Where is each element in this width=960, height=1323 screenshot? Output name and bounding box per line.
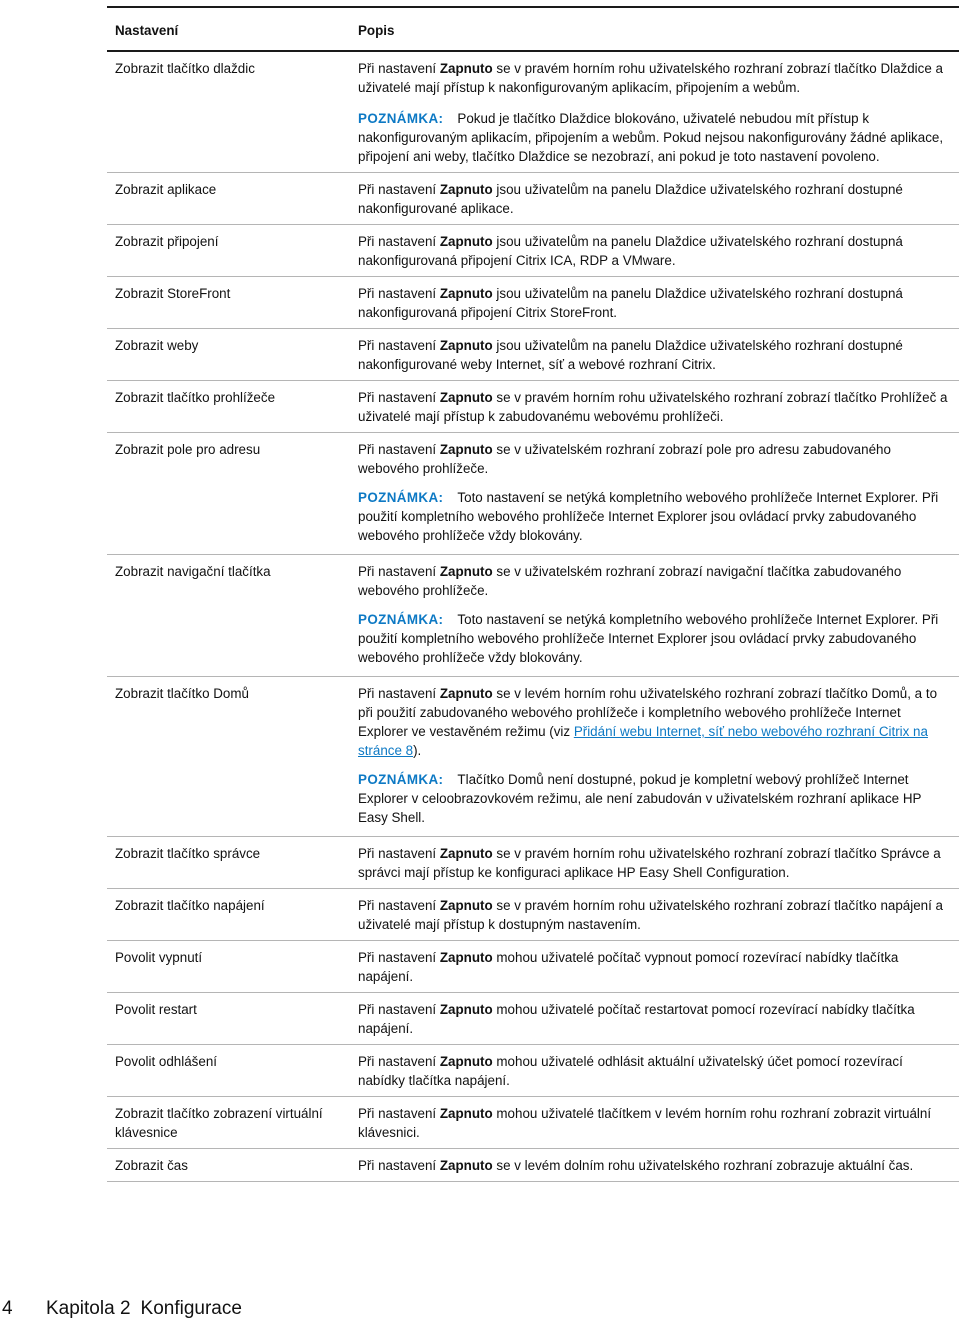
description-text: [358, 896, 951, 934]
table-row: [107, 277, 959, 329]
table-row: [107, 173, 959, 225]
setting-description: [350, 225, 959, 277]
value-emphasis: Zapnuto: [439, 234, 493, 249]
description-body: se v pravém horním rohu uživatelského rozhraní zobrazí tlačítko Správce a správci mají přístup ke konfiguraci aplikace HP Easy Shell Configuration.: [358, 846, 941, 880]
setting-description: [350, 277, 959, 329]
description-body: jsou uživatelům na panelu Dlaždice uživatelského rozhraní dostupná nakonfigurovaná připojení Citrix StoreFront.: [358, 286, 903, 320]
description-text: [358, 180, 951, 218]
description-prefix: Při nastavení: [358, 950, 440, 965]
cross-reference-link[interactable]: Přidání webu Internet, síť nebo webového rozhraní Citrix na stránce 8: [358, 724, 928, 758]
value-emphasis: Zapnuto: [439, 61, 493, 76]
setting-description: [350, 381, 959, 433]
description-prefix: Při nastavení: [358, 390, 440, 405]
description-text: [358, 1052, 951, 1090]
note-label: POZNÁMKA:: [358, 612, 444, 627]
header-description: Popis: [350, 7, 959, 51]
setting-description: [350, 329, 959, 381]
value-emphasis: Zapnuto: [439, 950, 493, 965]
description-prefix: Při nastavení: [358, 182, 440, 197]
note-cell: [350, 604, 959, 677]
setting-name: Zobrazit tlačítko správce: [107, 837, 350, 889]
chapter-title: Konfigurace: [140, 1298, 242, 1319]
description-body: se v pravém horním rohu uživatelského rozhraní zobrazí tlačítko Prohlížeč a uživatelé mají přístup k zabudovanému webovému prohlížeči.: [358, 390, 948, 424]
chapter-label: Kapitola 2: [46, 1298, 131, 1319]
description-text: [358, 562, 951, 600]
setting-name: Zobrazit tlačítko dlaždic: [107, 51, 350, 173]
value-emphasis: Zapnuto: [439, 286, 493, 301]
setting-description: [350, 433, 959, 483]
setting-name: Zobrazit připojení: [107, 225, 350, 277]
setting-description: [350, 837, 959, 889]
description-prefix: Při nastavení: [358, 1106, 440, 1121]
setting-name: Zobrazit čas: [107, 1149, 350, 1182]
value-emphasis: Zapnuto: [439, 686, 493, 701]
table-row-note: [107, 482, 959, 555]
table-row: [107, 941, 959, 993]
description-body: jsou uživatelům na panelu Dlaždice uživatelského rozhraní dostupné nakonfigurované weby Internet, síť a webové rozhraní Citrix.: [358, 338, 903, 372]
table-row: [107, 51, 959, 173]
description-body: se v pravém horním rohu uživatelského rozhraní zobrazí tlačítko Dlaždice a uživatelé mají přístup k nakonfigurovaným aplikacím, připojením a webům.: [358, 61, 943, 95]
description-text: [358, 684, 951, 760]
table-row: [107, 889, 959, 941]
setting-name: Zobrazit tlačítko zobrazení virtuální klávesnice: [107, 1097, 350, 1149]
description-body: jsou uživatelům na panelu Dlaždice uživatelského rozhraní dostupné nakonfigurované aplikace.: [358, 182, 903, 216]
description-suffix: ).: [413, 743, 422, 758]
note-text: [358, 109, 951, 166]
table-row-note: [107, 764, 959, 837]
setting-name: Zobrazit tlačítko napájení: [107, 889, 350, 941]
setting-name: Zobrazit weby: [107, 329, 350, 381]
value-emphasis: Zapnuto: [439, 1002, 493, 1017]
description-prefix: Při nastavení: [358, 686, 440, 701]
description-prefix: Při nastavení: [358, 898, 440, 913]
description-body: mohou uživatelé tlačítkem v levém horním rohu rozhraní zobrazit virtuální klávesnici.: [358, 1106, 932, 1140]
setting-description: [350, 1045, 959, 1097]
table-row: [107, 1045, 959, 1097]
description-text: [358, 336, 951, 374]
settings-table: [107, 6, 959, 1182]
setting-name: Zobrazit tlačítko Domů: [115, 686, 249, 701]
description-text: [358, 440, 951, 478]
description-body: se v uživatelském rozhraní zobrazí pole pro adresu zabudovaného webového prohlížeče.: [358, 442, 891, 476]
description-text: [358, 948, 951, 986]
note-body: Toto nastavení se netýká kompletního webového prohlížeče Internet Explorer. Při použití kompletního webového prohlížeče Internet Explorer jsou ovládací prvky zabudovaného webového prohlížeče vždy blokovány.: [358, 612, 939, 665]
description-text: [358, 844, 951, 882]
note-text: [358, 488, 951, 545]
description-text: [358, 1104, 951, 1142]
value-emphasis: Zapnuto: [439, 1158, 493, 1173]
value-emphasis: Zapnuto: [439, 338, 493, 353]
empty-cell: [107, 764, 350, 837]
setting-name: Zobrazit StoreFront: [107, 277, 350, 329]
page-number: 4: [2, 1298, 13, 1319]
setting-description: [350, 993, 959, 1045]
setting-name: Zobrazit aplikace: [107, 173, 350, 225]
description-prefix: Při nastavení: [358, 846, 440, 861]
setting-name: Zobrazit pole pro adresu: [115, 442, 261, 457]
value-emphasis: Zapnuto: [439, 182, 493, 197]
table-row: [107, 677, 959, 765]
description-prefix: Při nastavení: [358, 61, 440, 76]
table-row: [107, 433, 959, 483]
header-setting: Nastavení: [107, 7, 350, 51]
note-text: [358, 770, 951, 827]
description-body: se v levém horním rohu uživatelského rozhraní zobrazí tlačítko Domů, a to při použití zabudovaného webového prohlížeče i kompletního webového prohlížeče Internet Explorer ve vestavěném režimu (viz: [358, 686, 938, 739]
table-header-row: [107, 7, 959, 51]
setting-name: Povolit vypnutí: [107, 941, 350, 993]
empty-cell: [107, 482, 350, 555]
description-prefix: Při nastavení: [358, 234, 440, 249]
description-body: se v levém dolním rohu uživatelského rozhraní zobrazuje aktuální čas.: [492, 1158, 914, 1173]
value-emphasis: Zapnuto: [439, 1106, 493, 1121]
setting-name: Zobrazit navigační tlačítka: [115, 564, 271, 579]
setting-description: [350, 1097, 959, 1149]
value-emphasis: Zapnuto: [439, 1054, 493, 1069]
description-prefix: Při nastavení: [358, 442, 440, 457]
description-prefix: Při nastavení: [358, 338, 440, 353]
setting-description: [350, 941, 959, 993]
setting-name: Povolit odhlášení: [107, 1045, 350, 1097]
description-body: jsou uživatelům na panelu Dlaždice uživatelského rozhraní dostupná nakonfigurovaná připojení Citrix ICA, RDP a VMware.: [358, 234, 903, 268]
description-body: mohou uživatelé odhlásit aktuální uživatelský účet pomocí rozevírací nabídky tlačítka napájení.: [358, 1054, 903, 1088]
description-prefix: Při nastavení: [358, 1054, 440, 1069]
description-prefix: Při nastavení: [358, 1002, 440, 1017]
table-row: [107, 1097, 959, 1149]
description-body: se v pravém horním rohu uživatelského rozhraní zobrazí tlačítko napájení a uživatelé mají přístup k dostupným nastavením.: [358, 898, 943, 932]
value-emphasis: Zapnuto: [439, 898, 493, 913]
value-emphasis: Zapnuto: [439, 846, 493, 861]
note-body: Tlačítko Domů není dostupné, pokud je kompletní webový prohlížeč Internet Explorer v celoobrazovkovém režimu, ale není zabudován v uživatelském rozhraní aplikace HP Easy Shell.: [358, 772, 922, 825]
table-row: [107, 329, 959, 381]
description-body: se v uživatelském rozhraní zobrazí navigační tlačítka zabudovaného webového prohlížeče.: [358, 564, 902, 598]
value-emphasis: Zapnuto: [439, 564, 493, 579]
setting-description: [350, 173, 959, 225]
table-row: [107, 1149, 959, 1182]
page-footer: [2, 1297, 242, 1321]
table-row: [107, 837, 959, 889]
table-row-note: [107, 604, 959, 677]
note-label: POZNÁMKA:: [358, 111, 444, 126]
table-body: [107, 51, 959, 1182]
value-emphasis: Zapnuto: [439, 390, 493, 405]
setting-description: [350, 1149, 959, 1182]
note-text: [358, 610, 951, 667]
setting-description: [350, 889, 959, 941]
table-row: [107, 225, 959, 277]
value-emphasis: Zapnuto: [439, 442, 493, 457]
setting-description: [350, 677, 959, 765]
empty-cell: [107, 604, 350, 677]
description-text: [358, 59, 951, 97]
setting-description: [350, 555, 959, 605]
table-row: [107, 555, 959, 605]
description-text: [358, 1000, 951, 1038]
note-label: POZNÁMKA:: [358, 772, 444, 787]
description-prefix: Při nastavení: [358, 564, 440, 579]
description-text: [358, 388, 951, 426]
description-text: [358, 232, 951, 270]
table-row: [107, 993, 959, 1045]
note-label: POZNÁMKA:: [358, 490, 444, 505]
description-prefix: Při nastavení: [358, 1158, 440, 1173]
description-body: mohou uživatelé počítač restartovat pomocí rozevírací nabídky tlačítka napájení.: [358, 1002, 915, 1036]
description-prefix: Při nastavení: [358, 286, 440, 301]
note-body: Toto nastavení se netýká kompletního webového prohlížeče Internet Explorer. Při použití kompletního webového prohlížeče Internet Explorer jsou ovládací prvky zabudovaného webového prohlížeče vždy blokovány.: [358, 490, 939, 543]
note-cell: [350, 764, 959, 837]
table-row: [107, 381, 959, 433]
description-body: mohou uživatelé počítač vypnout pomocí rozevírací nabídky tlačítka napájení.: [358, 950, 899, 984]
description-text: [358, 1156, 951, 1175]
description-text: [358, 284, 951, 322]
setting-name: Zobrazit tlačítko prohlížeče: [107, 381, 350, 433]
setting-description: [350, 51, 959, 173]
note-cell: [350, 482, 959, 555]
settings-table-wrapper: [107, 6, 959, 1182]
note-body: Pokud je tlačítko Dlaždice blokováno, uživatelé nebudou mít přístup k nakonfigurovaným aplikacím, připojením a webům. Pokud nejsou nakonfigurovány žádné aplikace, připojení ani weby, tlačítko Dlaždice se nezobrazí, ani pokud je toto nastavení povoleno.: [358, 111, 944, 164]
setting-name: Povolit restart: [107, 993, 350, 1045]
